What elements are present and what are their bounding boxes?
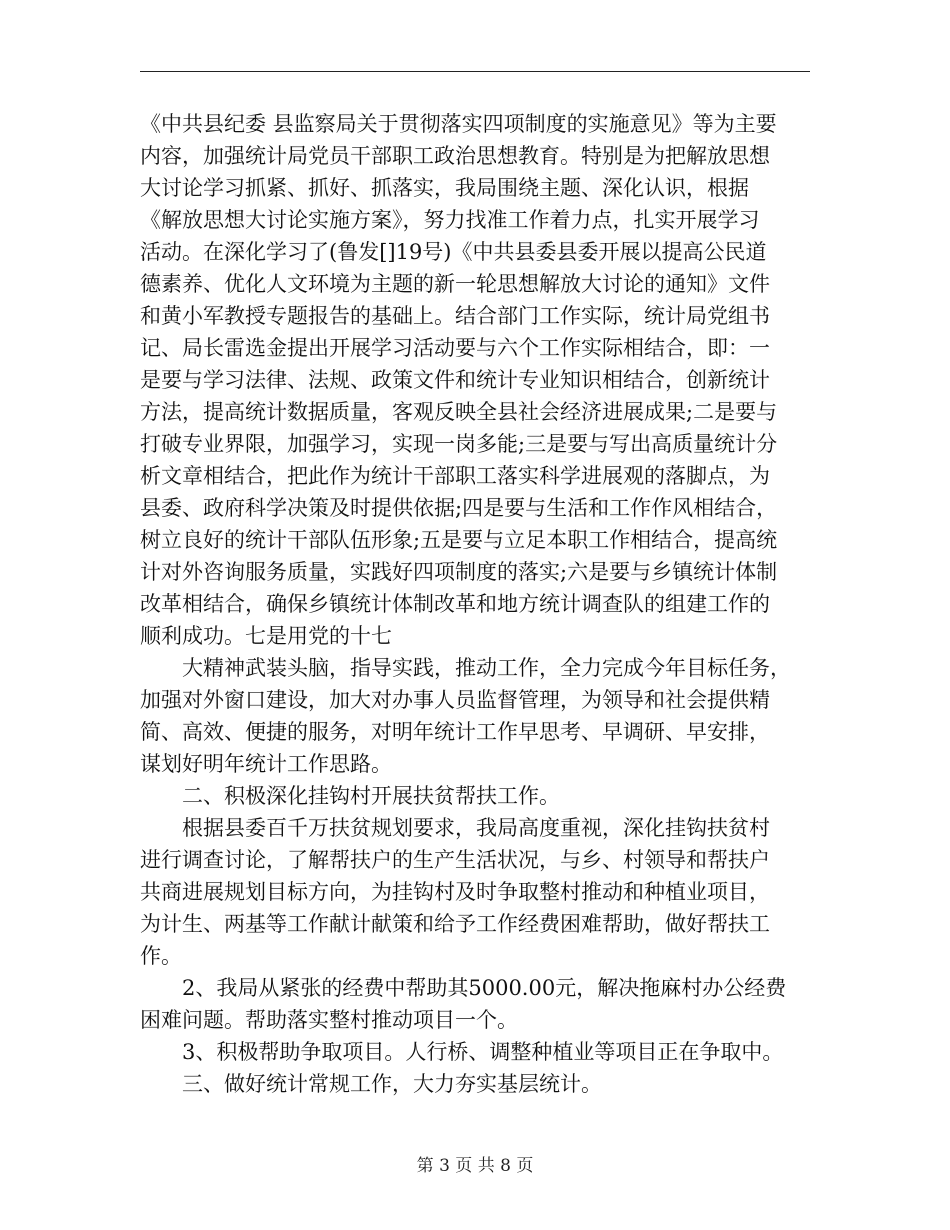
text-line: 县委、政府科学决策及时提供依据;四是要与生活和工作作风相结合，	[140, 496, 778, 520]
text-line: 困难问题。帮助落实整村推动项目一个。	[140, 1008, 518, 1032]
section-heading: 三、做好统计常规工作，大力夯实基层统计。	[182, 1072, 602, 1096]
text-line: 作。	[140, 944, 182, 968]
text-line: 《解放思想大讨论实施方案》，努力找准工作着力点，扎实开展学习	[140, 208, 760, 232]
text-line: 进行调查讨论，了解帮扶户的生产生活状况，与乡、村领导和帮扶户	[140, 848, 770, 872]
text-line: 大讨论学习抓紧、抓好、抓落实，我局围绕主题、深化认识，根据	[140, 176, 749, 200]
text-line: 方法，提高统计数据质量，客观反映全县社会经济进展成果;二是要与	[140, 400, 778, 424]
text-line: 加强对外窗口建设，加大对办事人员监督管理，为领导和社会提供精	[140, 688, 770, 712]
text-line: 析文章相结合，把此作为统计干部职工落实科学进展观的落脚点，为	[140, 464, 770, 488]
page-number-footer: 第 3 页 共 8 页	[416, 1156, 534, 1176]
text-line: 活动。在深化学习了(鲁发[]19号)《中共县委县委开展以提高公民道	[140, 240, 767, 264]
text-line: 内容，加强统计局党员干部职工政治思想教育。特别是为把解放思想	[140, 144, 770, 168]
text-line: 简、高效、便捷的服务，对明年统计工作早思考、早调研、早安排，	[140, 720, 770, 744]
header-rule	[140, 71, 810, 72]
text-line: 顺利成功。七是用党的十七	[140, 624, 392, 648]
paragraph-start-line: 大精神武装头脑，指导实践，推动工作，全力完成今年目标任务，	[182, 656, 791, 680]
text-line: 打破专业界限，加强学习，实现一岗多能;三是要与写出高质量统计分	[140, 432, 778, 456]
paragraph-start-line: 根据县委百千万扶贫规划要求，我局高度重视，深化挂钩扶贫村	[182, 816, 770, 840]
text-line: 记、局长雷选金提出开展学习活动要与六个工作实际相结合，即：一	[140, 336, 770, 360]
text-line: 和黄小军教授专题报告的基础上。结合部门工作实际，统计局党组书	[140, 304, 770, 328]
text-line: 树立良好的统计干部队伍形象;五是要与立足本职工作相结合，提高统	[140, 528, 778, 552]
paragraph-start-line: 2、我局从紧张的经费中帮助其5000.00元，解决拖麻村办公经费	[182, 976, 787, 1000]
text-line: 计对外咨询服务质量，实践好四项制度的落实;六是要与乡镇统计体制	[140, 560, 778, 584]
body-text	[140, 108, 810, 1100]
text-line: 是要与学习法律、法规、政策文件和统计专业知识相结合，创新统计	[140, 368, 770, 392]
text-line: 共商进展规划目标方向，为挂钩村及时争取整村推动和种植业项目，	[140, 880, 770, 904]
text-line: 谋划好明年统计工作思路。	[140, 752, 392, 776]
paragraph-start-line: 3、积极帮助争取项目。人行桥、调整种植业等项目正在争取中。	[182, 1040, 784, 1064]
text-line: 改革相结合，确保乡镇统计体制改革和地方统计调查队的组建工作的	[140, 592, 770, 616]
text-line: 《中共县纪委 县监察局关于贯彻落实四项制度的实施意见》等为主要	[140, 112, 777, 136]
text-line: 为计生、两基等工作献计献策和给予工作经费困难帮助，做好帮扶工	[140, 912, 770, 936]
text-line: 德素养、优化人文环境为主题的新一轮思想解放大讨论的通知》文件	[140, 272, 770, 296]
section-heading: 二、积极深化挂钩村开展扶贫帮扶工作。	[182, 784, 560, 808]
